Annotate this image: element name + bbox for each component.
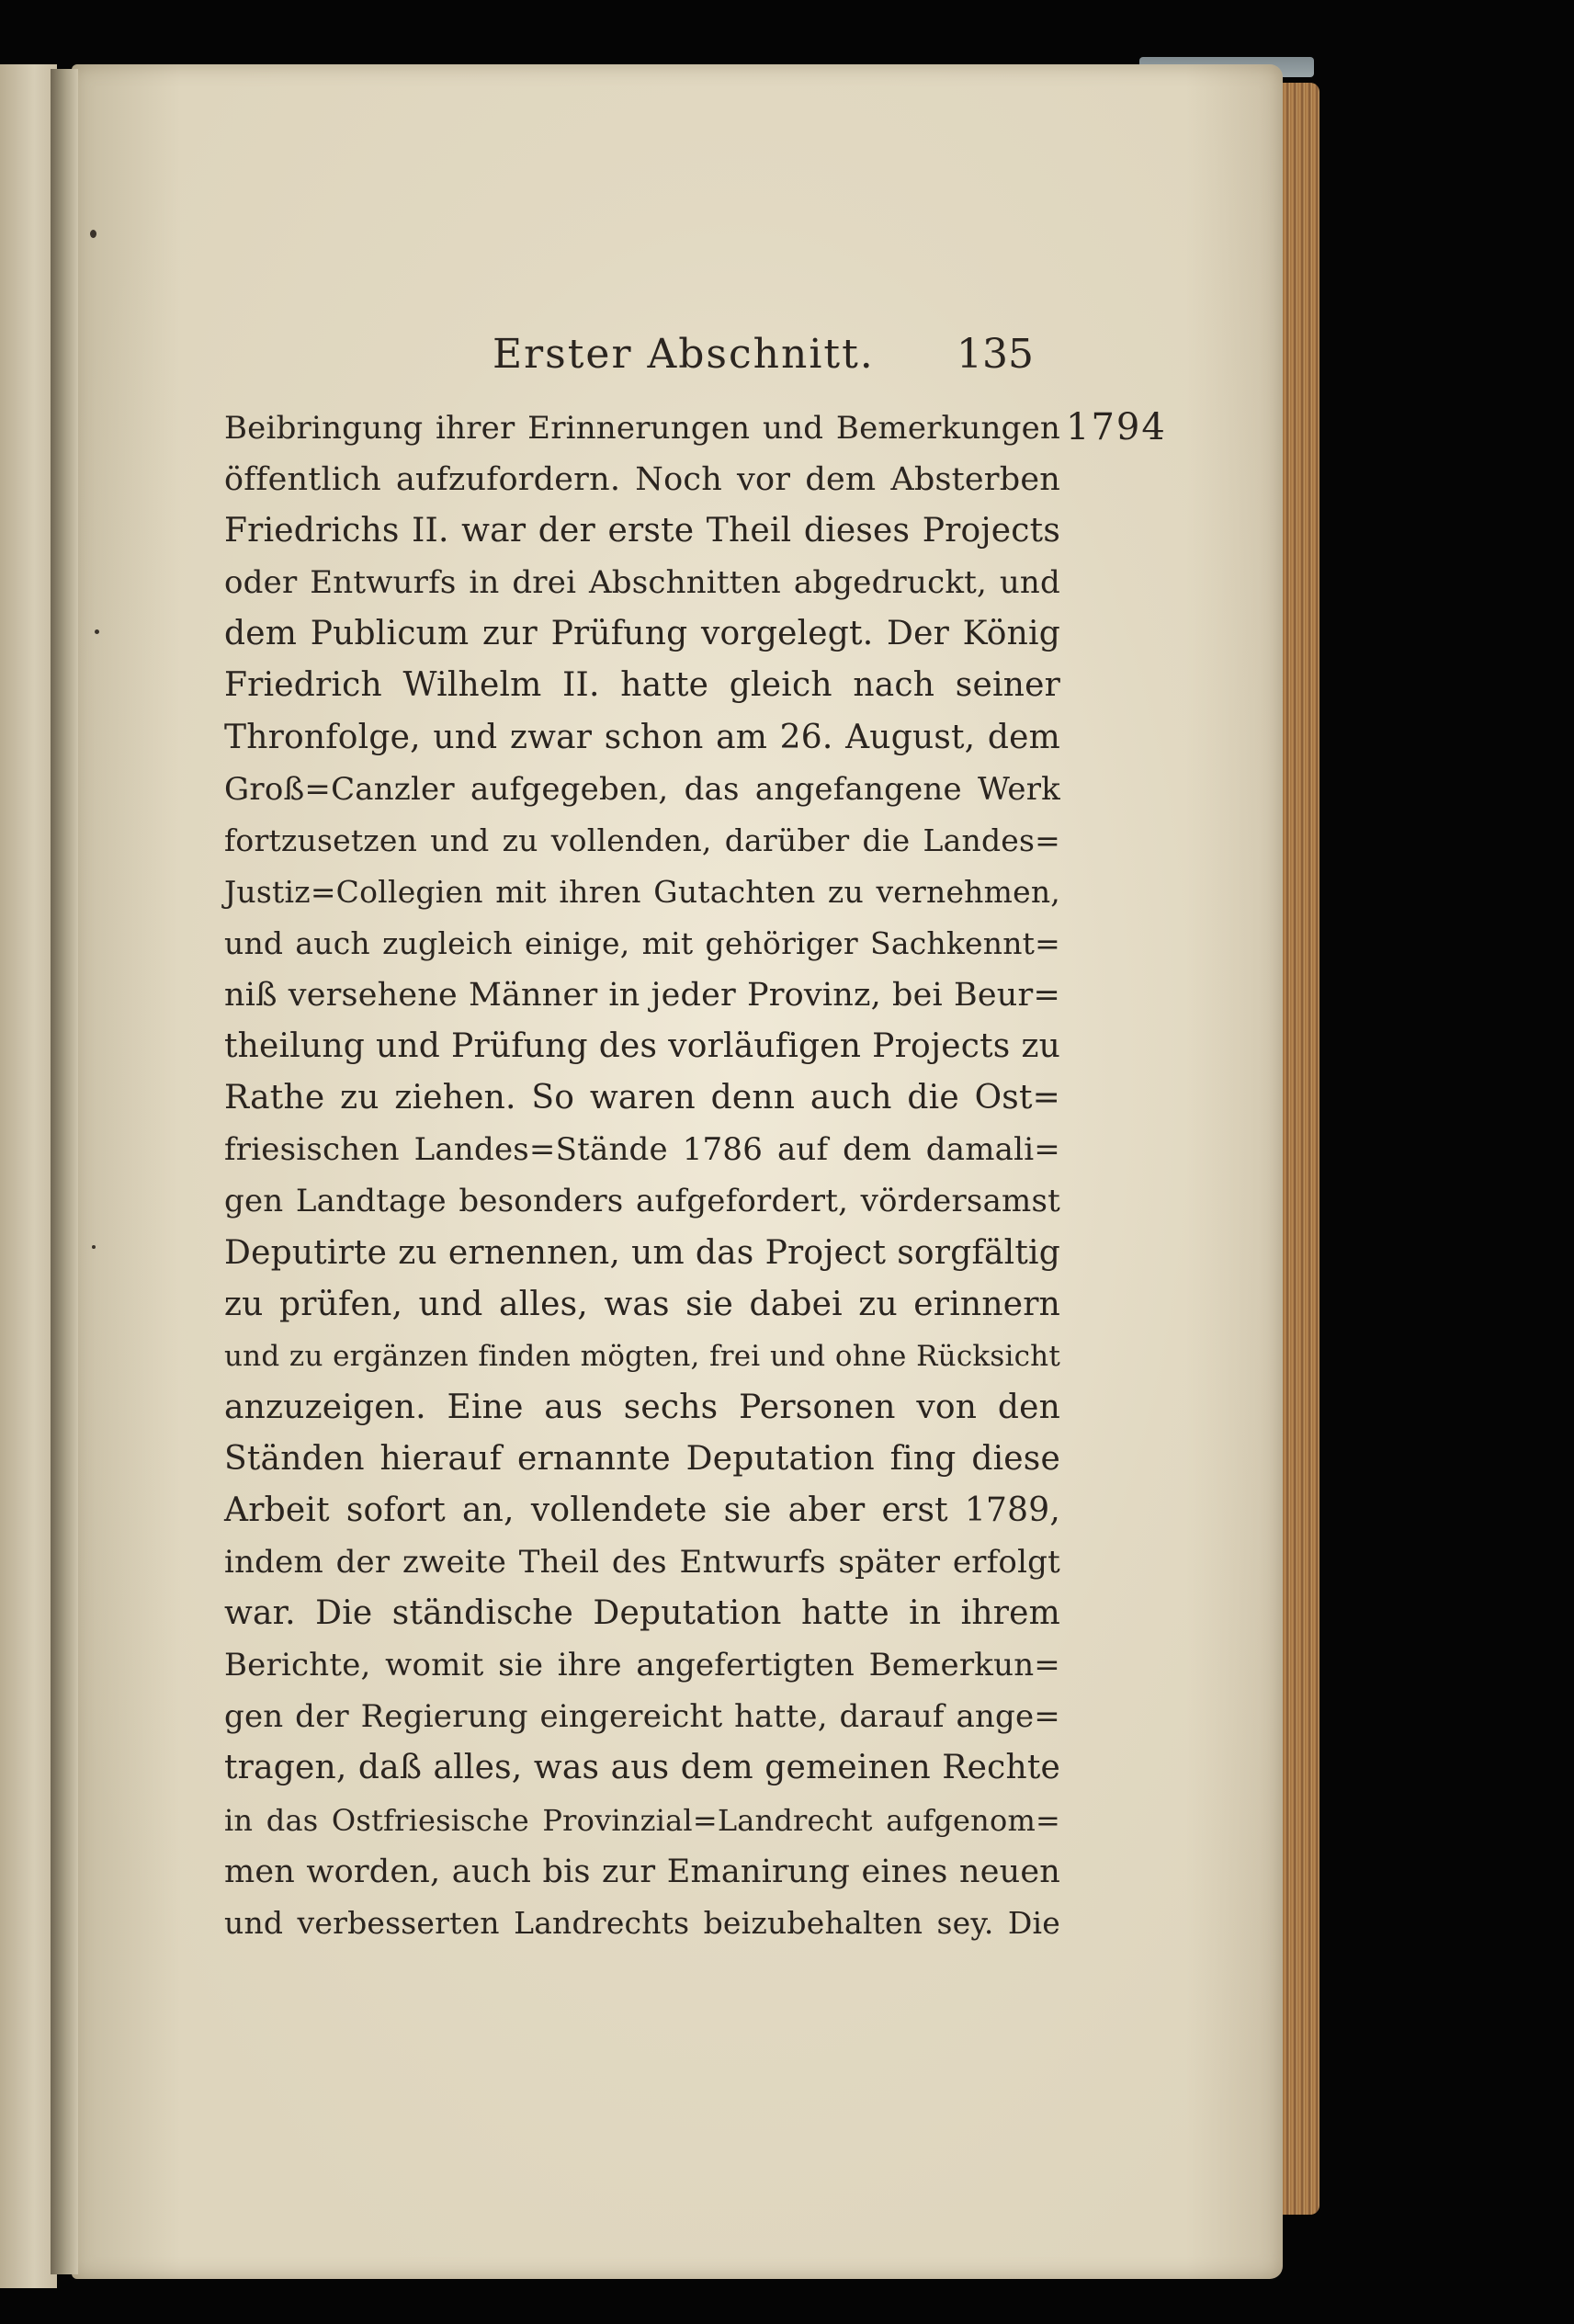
text-line: zu prüfen, und alles, was sie dabei zu erinnern: [224, 1285, 1060, 1323]
ink-speck: [95, 629, 99, 634]
text-line: Arbeit sofort an, vollendete sie aber erst 1789,: [224, 1491, 1060, 1529]
text-line: dem Publicum zur Prüfung vorgelegt. Der König: [224, 615, 1060, 653]
text-line: Thronfolge, und zwar schon am 26. August, dem: [224, 718, 1060, 756]
text-line: theilung und Prüfung des vorläufigen Projects zu: [224, 1027, 1060, 1066]
text-line: fortzusetzen und zu vollenden, darüber die Landes=: [224, 822, 1060, 858]
text-line: gen der Regierung eingereicht hatte, darauf ange=: [224, 1698, 1060, 1736]
text-line: Beibringung ihrer Erinnerungen und Bemerkungen: [224, 410, 1060, 447]
running-head: [493, 331, 1283, 386]
text-line: men worden, auch bis zur Emanirung eines neuen: [224, 1853, 1060, 1890]
text-line: und verbesserten Landrechts beizubehalten sey. Die: [224, 1904, 1060, 1941]
text-line: Justiz=Collegien mit ihren Gutachten zu vernehmen,: [224, 873, 1060, 910]
text-line: indem der zweite Theil des Entwurfs später erfolgt: [224, 1544, 1060, 1581]
text-line: in das Ostfriesische Provinzial=Landrecht aufgenom=: [224, 1802, 1060, 1838]
text-line: und zu ergänzen finden mögten, frei und ohne Rücksicht: [224, 1339, 1060, 1373]
book-gutter: [51, 69, 78, 2274]
body-text: [224, 402, 1060, 1949]
text-line: gen Landtage besonders aufgefordert, vördersamst: [224, 1183, 1060, 1220]
text-line: Rathe zu ziehen. So waren denn auch die Ost=: [224, 1079, 1060, 1117]
text-line: Ständen hierauf ernannte Deputation fing diese: [224, 1439, 1060, 1478]
page-number: 135: [957, 331, 1034, 378]
text-line: Groß=Canzler aufgegeben, das angefangene Werk: [224, 770, 1060, 808]
text-line: tragen, daß alles, was aus dem gemeinen Rechte: [224, 1749, 1060, 1787]
text-line: und auch zugleich einige, mit gehöriger Sachkennt=: [224, 924, 1060, 961]
text-line: Friedrich Wilhelm II. hatte gleich nach seiner: [224, 666, 1060, 705]
text-line: friesischen Landes=Stände 1786 auf dem damali=: [224, 1131, 1060, 1169]
left-page-edge: [0, 64, 57, 2288]
text-line: oder Entwurfs in drei Abschnitten abgedruckt, und: [224, 564, 1060, 602]
text-line: war. Die ständische Deputation hatte in ihrem: [224, 1594, 1060, 1633]
text-line: Deputirte zu ernennen, um das Project sorgfältig: [224, 1233, 1060, 1272]
book-page: [72, 64, 1283, 2279]
margin-year-note: 1794: [1066, 406, 1167, 448]
running-head-title: Erster Abschnitt.: [493, 331, 875, 378]
ink-speck: [92, 1245, 96, 1249]
text-line: Friedrichs II. war der erste Theil dieses Projects: [224, 512, 1060, 550]
text-line: niß versehene Männer in jeder Provinz, bei Beur=: [224, 977, 1060, 1015]
text-line: öffentlich aufzufordern. Noch vor dem Absterben: [224, 461, 1060, 499]
text-line: anzuzeigen. Eine aus sechs Personen von den: [224, 1388, 1060, 1426]
text-line: Berichte, womit sie ihre angefertigten Bemerkun=: [224, 1647, 1060, 1684]
ink-speck: [90, 230, 96, 238]
